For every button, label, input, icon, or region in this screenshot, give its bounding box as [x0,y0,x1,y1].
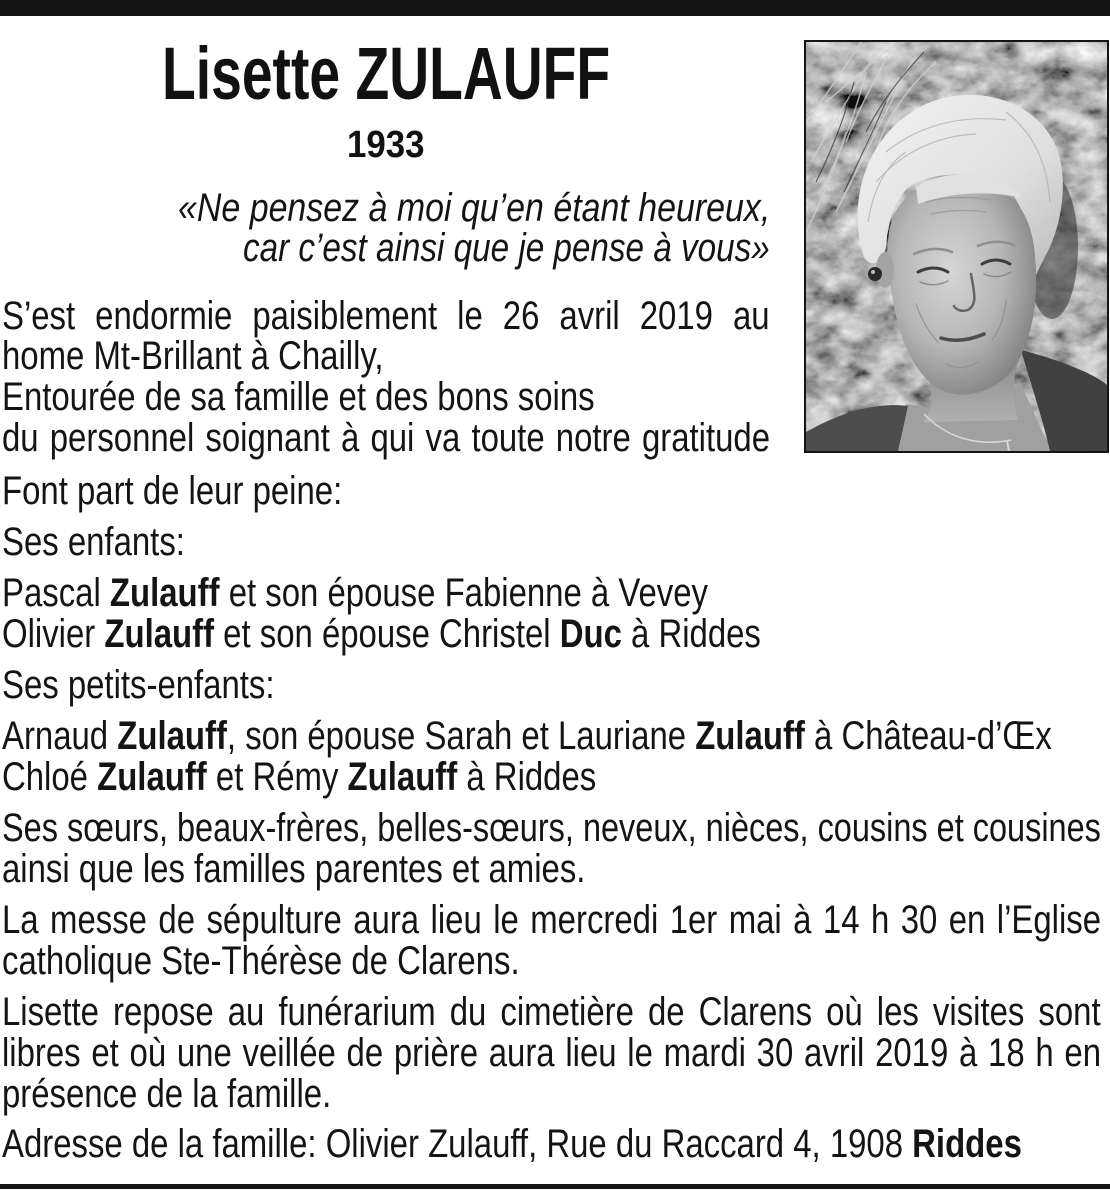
top-rule [0,0,1110,16]
surname: Duc [559,612,622,656]
location-text: à Riddes [457,755,597,799]
other-relatives-line: Ses sœurs, beaux-frères, belles-sœurs, neveux, nièces, cousins et cousines [2,806,1101,850]
relation-text: et son épouse Christel [214,612,560,656]
announcement-line: S’est endormie paisiblement le 26 avril 2019 au [2,294,770,338]
surname: Zulauff [347,755,458,799]
announcement-line: home Mt-Brillant à Chailly, [2,334,384,378]
portrait-image [806,42,1107,451]
child-line [2,614,761,655]
given-name: Chloé [2,755,98,799]
surname: Zulauff [117,714,227,758]
epitaph-line: car c’est ainsi que je pense à vous» [243,226,770,270]
children-heading: Ses enfants: [2,520,185,564]
child-line [2,573,708,614]
relation-text: et Rémy [206,755,348,799]
grandchildren-heading: Ses petits-enfants: [2,663,275,707]
grandchild-line [2,716,1052,757]
relation-text: et son épouse Fabienne à Vevey [219,571,708,615]
given-name: Olivier [2,612,105,656]
viewing-line: Lisette repose au funérarium du cimetière de Clarens où les visites sont [2,990,1101,1034]
announcement-line: Entourée de sa famille et des bons soins [2,375,595,419]
surname: Zulauff [104,612,215,656]
portrait-photo [804,40,1109,453]
surname: Zulauff [97,755,207,799]
other-relatives-line: ainsi que les familles parentes et amies. [2,847,586,891]
viewing-line: présence de la famille. [2,1072,332,1116]
funeral-mass-line: La messe de sépulture aura lieu le mercredi 1er mai à 14 h 30 en l’Eglise [2,898,1102,942]
announcement-line: du personnel soignant à qui va toute notre gratitude [2,416,770,460]
mourners-intro: Font part de leur peine: [2,469,343,513]
surname: Zulauff [695,714,805,758]
funeral-mass-line: catholique Ste-Thérèse de Clarens. [2,939,520,983]
birth-year: 1933 [347,124,425,166]
location-text: à Riddes [621,612,761,656]
epitaph-line: «Ne pensez à moi qu’en étant heureux, [177,186,770,230]
grandchild-line [2,757,596,798]
relation-text: , son épouse Sarah et Lauriane [226,714,696,758]
bottom-rule [0,1184,1110,1189]
family-address [2,1124,1022,1165]
viewing-line: libres et où une veillée de prière aura lieu le mardi 30 avril 2019 à 18 h en [2,1031,1102,1075]
given-name: Arnaud [2,714,118,758]
address-text: Adresse de la famille: Olivier Zulauff, Rue du Raccard 4, 1908 [2,1122,913,1166]
given-name: Pascal [2,571,110,615]
deceased-name: Lisette ZULAUFF [162,32,611,115]
surname: Zulauff [109,571,220,615]
address-locality: Riddes [912,1122,1022,1166]
location-text: à Château-d’Œx [804,714,1052,758]
